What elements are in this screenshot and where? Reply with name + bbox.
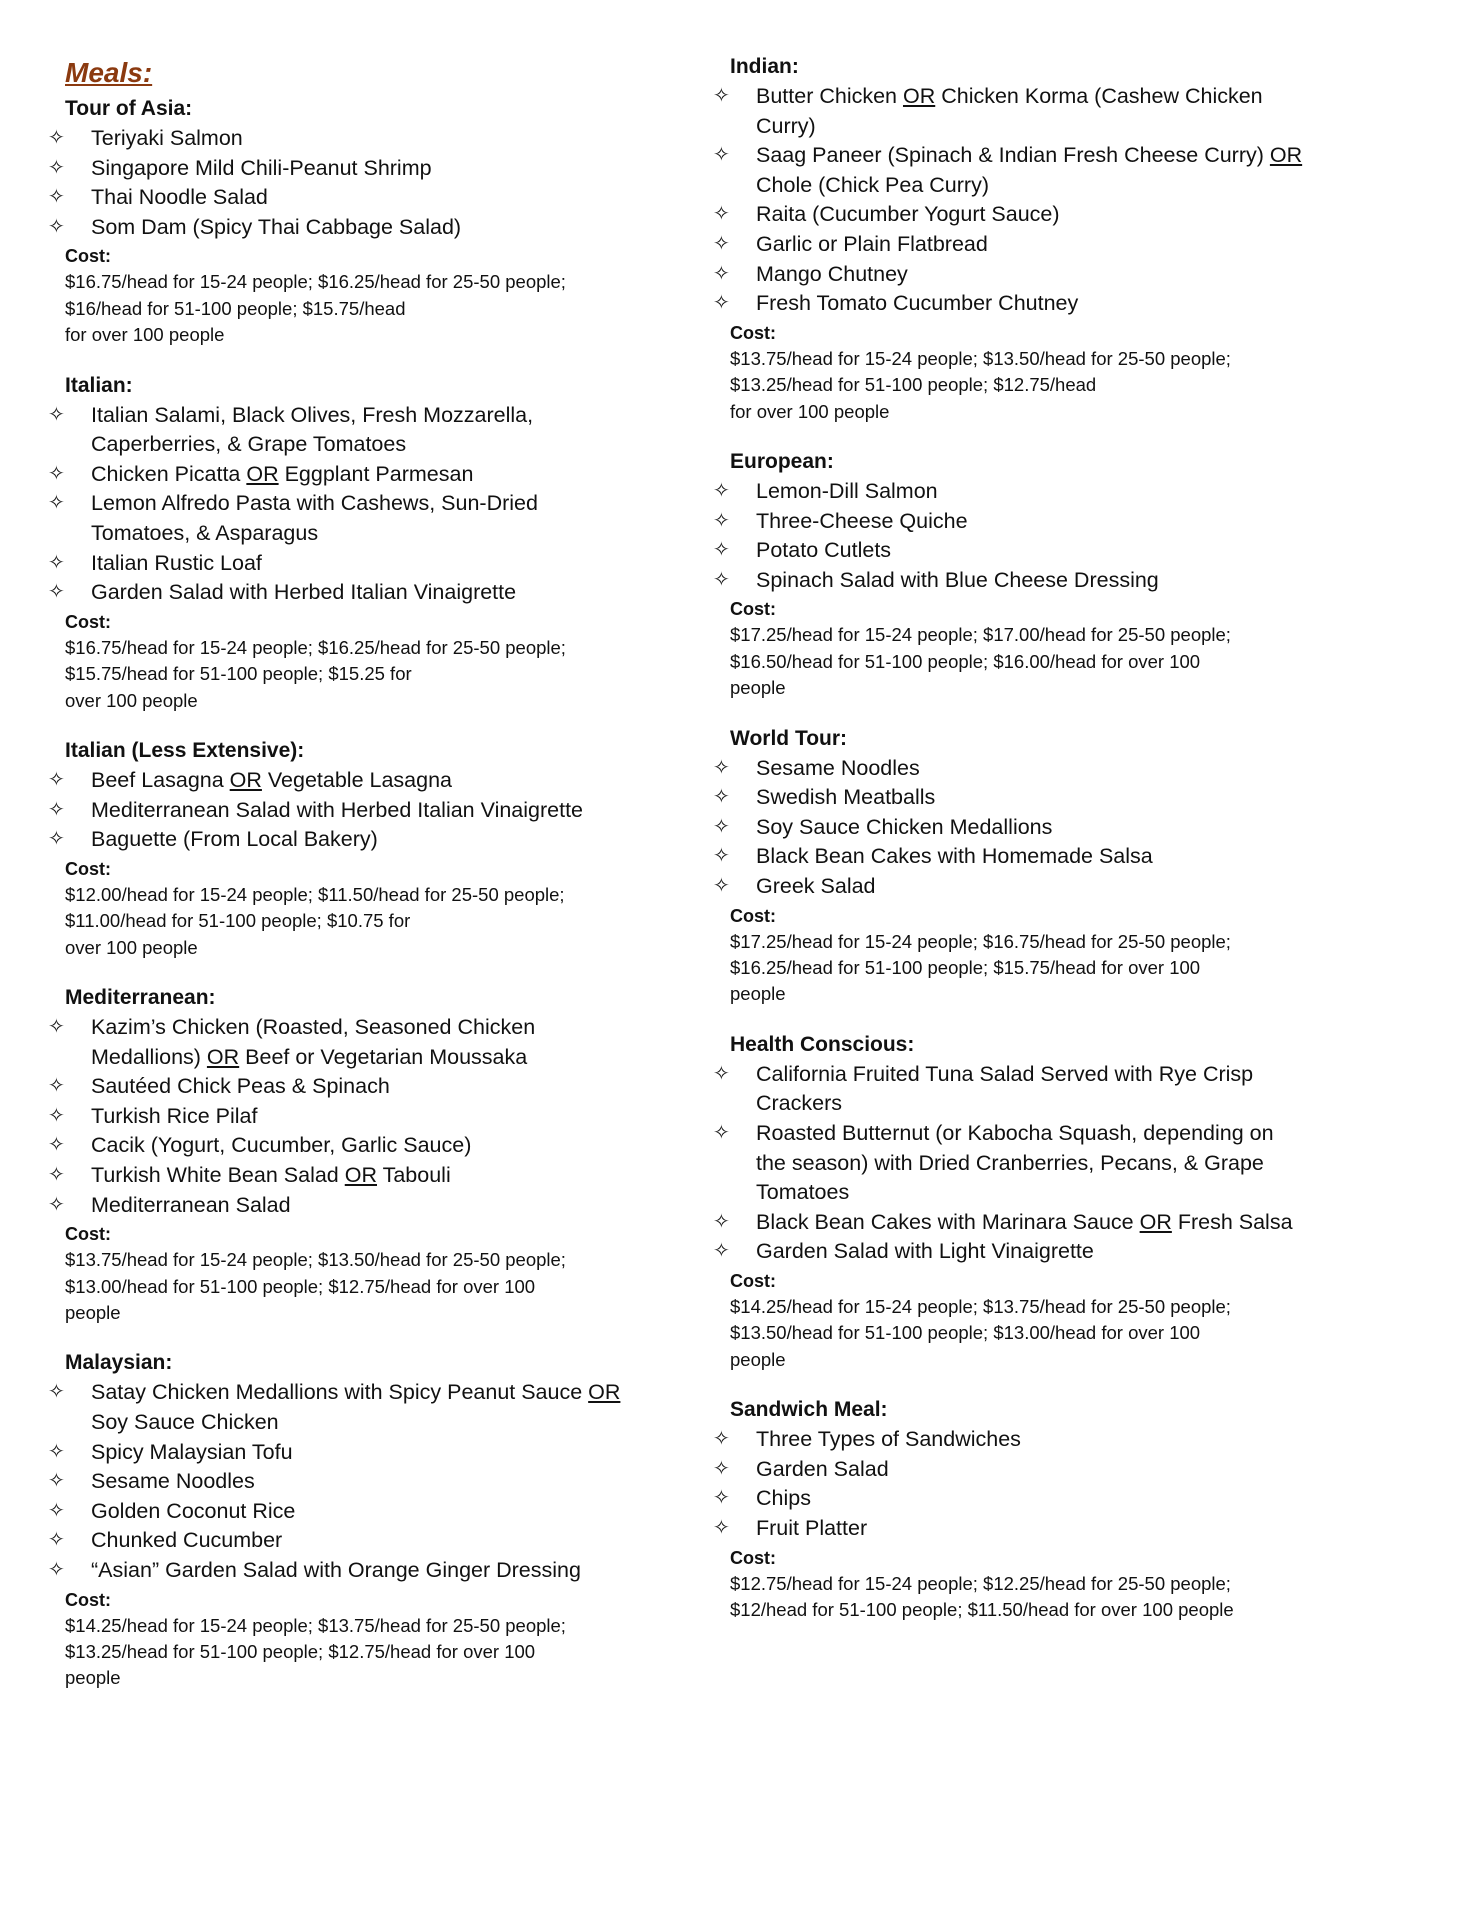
star-bullet-icon: ✧ — [48, 403, 65, 426]
menu-item: ✧ Satay Chicken Medallions with Spicy Peanut Sauce OR Soy Sauce Chicken — [48, 1380, 621, 1434]
cost-line: $13.25/head for 51-100 people; $12.75/head for over 100 — [65, 1640, 536, 1662]
star-bullet-icon: ✧ — [48, 215, 65, 238]
star-bullet-icon: ✧ — [48, 1015, 65, 1038]
star-bullet-icon: ✧ — [713, 509, 730, 532]
section-heading: Malaysian: — [65, 1351, 173, 1375]
cost-line: $16.50/head for 51-100 people; $16.00/head for over 100 — [730, 650, 1201, 672]
cost-text — [713, 622, 1343, 701]
star-bullet-icon: ✧ — [48, 1163, 65, 1186]
cost-line: over 100 people — [65, 936, 198, 958]
star-bullet-icon: ✧ — [48, 186, 65, 209]
left-column — [48, 56, 648, 1714]
menu-item: ✧ Soy Sauce Chicken Medallions — [713, 813, 1343, 843]
cost-line: over 100 people — [65, 689, 198, 711]
menu-item: ✧ Three Types of Sandwiches — [713, 1425, 1343, 1455]
section-heading: World Tour: — [730, 726, 848, 750]
cost-line: $17.25/head for 15-24 people; $16.75/head for 25-50 people; — [730, 930, 1231, 952]
star-bullet-icon: ✧ — [48, 1193, 65, 1216]
cost-text — [713, 1294, 1343, 1373]
cost-line: $13.50/head for 51-100 people; $13.00/head for over 100 — [730, 1322, 1201, 1344]
star-bullet-icon: ✧ — [713, 262, 730, 285]
menu-item: ✧ Raita (Cucumber Yogurt Sauce) — [713, 200, 1343, 230]
cost-line: $14.25/head for 15-24 people; $13.75/head for 25-50 people; — [65, 1614, 566, 1636]
menu-section-malaysian — [48, 1348, 648, 1691]
menu-item: ✧ Turkish Rice Pilaf — [48, 1102, 648, 1132]
cost-line: $13.75/head for 15-24 people; $13.50/head for 25-50 people; — [65, 1249, 566, 1271]
star-bullet-icon: ✧ — [48, 462, 65, 485]
menu-item: ✧ Lemon-Dill Salmon — [713, 477, 1343, 507]
cost-label: Cost: — [65, 858, 111, 879]
star-bullet-icon: ✧ — [713, 85, 730, 107]
cost-line: for over 100 people — [65, 324, 225, 346]
menu-item: ✧ Chips — [713, 1484, 1343, 1514]
menu-item: ✧ Saag Paneer (Spinach & Indian Fresh Cheese Curry) OR Chole (Chick Pea Curry) — [713, 143, 1303, 197]
menu-item: ✧ Lemon Alfredo Pasta with Cashews, Sun-Dried Tomatoes, & Asparagus — [48, 491, 538, 545]
menu-item: ✧ Swedish Meatballs — [713, 783, 1343, 813]
cost-line: $15.75/head for 51-100 people; $15.25 for — [65, 663, 412, 685]
star-bullet-icon: ✧ — [48, 1558, 65, 1581]
star-bullet-icon: ✧ — [48, 1440, 65, 1463]
section-heading: European: — [730, 449, 834, 473]
star-bullet-icon: ✧ — [48, 551, 65, 574]
star-bullet-icon: ✧ — [48, 156, 65, 179]
menu-item-list — [713, 82, 1343, 319]
star-bullet-icon: ✧ — [48, 492, 65, 515]
page-title: Meals: — [65, 57, 153, 88]
or-emphasis: OR — [246, 461, 279, 486]
cost-text — [713, 1571, 1343, 1624]
menu-item: ✧ Mediterranean Salad — [48, 1191, 648, 1221]
star-bullet-icon: ✧ — [713, 292, 730, 315]
star-bullet-icon: ✧ — [713, 1487, 730, 1510]
menu-section-mediterranean — [48, 983, 648, 1326]
menu-item: ✧ Potato Cutlets — [713, 536, 1343, 566]
star-bullet-icon: ✧ — [713, 815, 730, 838]
star-bullet-icon: ✧ — [713, 568, 730, 591]
menu-item: ✧ Three-Cheese Quiche — [713, 507, 1343, 537]
menu-item: ✧ Golden Coconut Rice — [48, 1497, 648, 1527]
menu-item: ✧ Som Dam (Spicy Thai Cabbage Salad) — [48, 213, 648, 243]
or-emphasis: OR — [588, 1380, 621, 1405]
menu-item-list — [48, 124, 648, 242]
cost-line: $16.25/head for 51-100 people; $15.75/head for over 100 — [730, 956, 1201, 978]
menu-section-european — [713, 447, 1343, 702]
star-bullet-icon: ✧ — [713, 1062, 730, 1085]
menu-item: ✧ Garden Salad with Herbed Italian Vinaigrette — [48, 578, 648, 608]
menu-item: ✧ Singapore Mild Chili-Peanut Shrimp — [48, 154, 648, 184]
star-bullet-icon: ✧ — [713, 845, 730, 868]
cost-text — [48, 1613, 648, 1692]
cost-line: $12.75/head for 15-24 people; $12.25/head for 25-50 people; — [730, 1572, 1231, 1594]
menu-section-health-conscious — [713, 1030, 1343, 1373]
cost-text — [713, 346, 1343, 425]
cost-label: Cost: — [730, 599, 776, 620]
menu-item: ✧ Butter Chicken OR Chicken Korma (Cashew Chicken Curry) — [713, 84, 1263, 138]
cost-text — [713, 929, 1343, 1008]
cost-label: Cost: — [730, 1270, 776, 1291]
section-heading: Health Conscious: — [730, 1032, 915, 1056]
menu-item: ✧ Fruit Platter — [713, 1514, 1343, 1544]
menu-item: ✧ Chicken Picatta OR Eggplant Parmesan — [48, 460, 648, 490]
cost-line: $16.75/head for 15-24 people; $16.25/head for 25-50 people; — [65, 636, 566, 658]
menu-item: ✧ California Fruited Tuna Salad Served with Rye Crisp Crackers — [713, 1061, 1254, 1116]
or-emphasis: OR — [902, 84, 936, 108]
menu-item: ✧ Spicy Malaysian Tofu — [48, 1438, 648, 1468]
star-bullet-icon: ✧ — [713, 539, 730, 562]
section-heading: Tour of Asia: — [65, 97, 193, 120]
or-emphasis: OR — [1269, 143, 1303, 168]
menu-item: ✧ Beef Lasagna OR Vegetable Lasagna — [48, 766, 648, 796]
star-bullet-icon: ✧ — [713, 874, 730, 897]
or-emphasis: OR — [344, 1162, 377, 1187]
cost-label: Cost: — [65, 1224, 111, 1245]
cost-line: people — [730, 1348, 786, 1370]
menu-item: ✧ Kazim’s Chicken (Roasted, Seasoned Chicken Medallions) OR Beef or Vegetarian Moussaka — [48, 1014, 536, 1069]
menu-item: ✧ Mediterranean Salad with Herbed Italian Vinaigrette — [48, 796, 648, 826]
menu-item-list — [713, 477, 1343, 595]
star-bullet-icon: ✧ — [713, 203, 730, 226]
star-bullet-icon: ✧ — [713, 1457, 730, 1480]
cost-label: Cost: — [730, 905, 776, 926]
star-bullet-icon: ✧ — [713, 1516, 730, 1539]
right-column — [713, 52, 1343, 1645]
star-bullet-icon: ✧ — [713, 232, 730, 255]
menu-item: ✧ Sautéed Chick Peas & Spinach — [48, 1072, 648, 1102]
or-emphasis: OR — [229, 767, 262, 792]
star-bullet-icon: ✧ — [48, 1104, 65, 1127]
star-bullet-icon: ✧ — [48, 1499, 65, 1522]
menu-item: ✧ Italian Salami, Black Olives, Fresh Mozzarella, Caperberries, & Grape Tomatoes — [48, 402, 534, 457]
star-bullet-icon: ✧ — [48, 828, 65, 851]
cost-line: people — [730, 983, 786, 1005]
star-bullet-icon: ✧ — [48, 1075, 65, 1098]
cost-text — [48, 269, 648, 348]
menu-item: ✧ Spinach Salad with Blue Cheese Dressing — [713, 566, 1343, 596]
star-bullet-icon: ✧ — [713, 144, 730, 167]
menu-item: ✧ Mango Chutney — [713, 260, 1343, 290]
cost-text — [48, 635, 648, 714]
cost-text — [48, 882, 648, 961]
menu-item: ✧ Roasted Butternut (or Kabocha Squash, depending on the season) with Dried Cranberries, Pecans, & Grape Tomatoes — [713, 1120, 1274, 1205]
cost-label: Cost: — [65, 611, 111, 632]
menu-item: ✧ Thai Noodle Salad — [48, 183, 648, 213]
menu-item: ✧ Baguette (From Local Bakery) — [48, 825, 648, 855]
menu-section-world-tour — [713, 724, 1343, 1008]
menu-item-list — [48, 1378, 648, 1585]
menu-section-italian-less-extensive — [48, 736, 648, 961]
star-bullet-icon: ✧ — [48, 768, 65, 791]
menu-item: ✧ Black Bean Cakes with Homemade Salsa — [713, 842, 1343, 872]
section-heading: Mediterranean: — [65, 985, 216, 1009]
cost-line: $17.25/head for 15-24 people; $17.00/head for 25-50 people; — [730, 624, 1231, 646]
cost-line: $16.75/head for 15-24 people; $16.25/head for 25-50 people; — [65, 271, 566, 293]
menu-item: ✧ Sesame Noodles — [713, 754, 1343, 784]
menu-item-list — [48, 766, 648, 855]
cost-label: Cost: — [730, 1547, 776, 1568]
star-bullet-icon: ✧ — [48, 581, 65, 604]
section-heading: Indian: — [730, 55, 799, 78]
menu-item: ✧ “Asian” Garden Salad with Orange Ginger Dressing — [48, 1556, 648, 1586]
cost-label: Cost: — [65, 1589, 111, 1610]
star-bullet-icon: ✧ — [48, 1470, 65, 1493]
cost-line: $13.25/head for 51-100 people; $12.75/head — [730, 374, 1097, 396]
cost-text — [48, 1247, 648, 1326]
menu-item: ✧ Fresh Tomato Cucumber Chutney — [713, 289, 1343, 319]
cost-line: $12/head for 51-100 people; $11.50/head for over 100 people — [730, 1598, 1234, 1620]
menu-section-italian — [48, 371, 648, 714]
star-bullet-icon: ✧ — [48, 1381, 65, 1404]
cost-line: for over 100 people — [730, 400, 890, 422]
or-emphasis: OR — [206, 1044, 240, 1069]
star-bullet-icon: ✧ — [713, 479, 730, 502]
menu-item-list — [713, 754, 1343, 902]
menu-section-sandwich-meal — [713, 1395, 1343, 1623]
menu-item: ✧ Turkish White Bean Salad OR Tabouli — [48, 1161, 648, 1191]
cost-line: $11.00/head for 51-100 people; $10.75 for — [65, 910, 411, 932]
star-bullet-icon: ✧ — [713, 1428, 730, 1451]
section-heading: Italian: — [65, 373, 133, 397]
cost-label: Cost: — [730, 322, 776, 343]
cost-label: Cost: — [65, 246, 111, 267]
star-bullet-icon: ✧ — [48, 798, 65, 821]
menu-item: ✧ Garlic or Plain Flatbread — [713, 230, 1343, 260]
menu-item: ✧ Chunked Cucumber — [48, 1526, 648, 1556]
cost-line: $13.75/head for 15-24 people; $13.50/head for 25-50 people; — [730, 347, 1231, 369]
star-bullet-icon: ✧ — [48, 127, 65, 149]
or-emphasis: OR — [1139, 1209, 1172, 1234]
menu-item: ✧ Greek Salad — [713, 872, 1343, 902]
star-bullet-icon: ✧ — [48, 1134, 65, 1157]
section-heading: Italian (Less Extensive): — [65, 738, 305, 762]
star-bullet-icon: ✧ — [48, 1529, 65, 1552]
menu-item: ✧ Sesame Noodles — [48, 1467, 648, 1497]
star-bullet-icon: ✧ — [713, 1121, 730, 1144]
menu-item-list — [48, 401, 648, 608]
cost-line: $16/head for 51-100 people; $15.75/head — [65, 297, 406, 319]
cost-line: people — [65, 1667, 121, 1689]
menu-section-indian — [713, 52, 1343, 425]
cost-line: $12.00/head for 15-24 people; $11.50/head for 25-50 people; — [65, 883, 565, 905]
menu-item-list — [713, 1060, 1343, 1267]
star-bullet-icon: ✧ — [713, 1210, 730, 1233]
menu-item: ✧ Italian Rustic Loaf — [48, 549, 648, 579]
menu-item: ✧ Cacik (Yogurt, Cucumber, Garlic Sauce) — [48, 1131, 648, 1161]
menu-item-list — [48, 1013, 648, 1220]
menu-item-list — [713, 1425, 1343, 1543]
star-bullet-icon: ✧ — [713, 1240, 730, 1263]
menu-section-tour-of-asia — [48, 94, 648, 349]
star-bullet-icon: ✧ — [713, 786, 730, 809]
cost-line: $14.25/head for 15-24 people; $13.75/head for 25-50 people; — [730, 1295, 1231, 1317]
cost-line: people — [65, 1301, 121, 1323]
menu-item: ✧ Garden Salad — [713, 1455, 1343, 1485]
menu-item: ✧ Teriyaki Salmon — [48, 124, 648, 154]
section-heading: Sandwich Meal: — [730, 1398, 888, 1422]
menu-item: ✧ Black Bean Cakes with Marinara Sauce OR Fresh Salsa — [713, 1208, 1343, 1238]
star-bullet-icon: ✧ — [713, 756, 730, 779]
cost-line: people — [730, 677, 786, 699]
menu-item: ✧ Garden Salad with Light Vinaigrette — [713, 1237, 1343, 1267]
cost-line: $13.00/head for 51-100 people; $12.75/head for over 100 — [65, 1275, 536, 1297]
